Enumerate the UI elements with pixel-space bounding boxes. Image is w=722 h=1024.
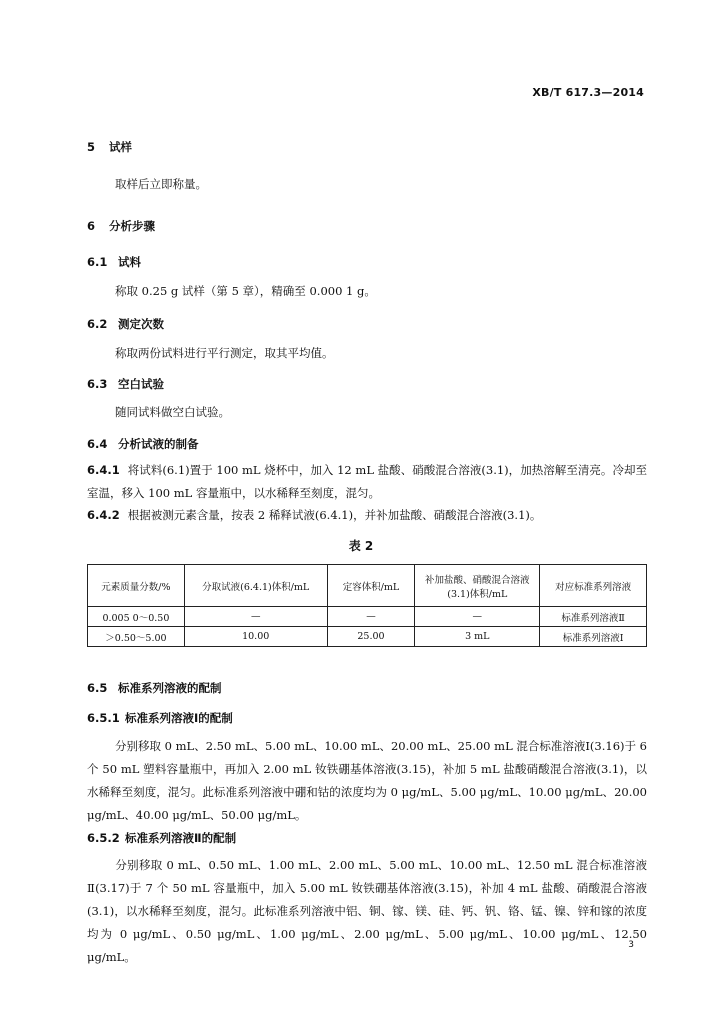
clause-body: 分别移取 0 mL、0.50 mL、1.00 mL、2.00 mL、5.00 mL、10.00 mL、12.50 mL 混合标准溶液Ⅱ(3.17)于 7 个 50 mL 容量瓶中，加入 5.00 mL 钕铁硼基体溶液(3.15)，补加 4 mL 盐酸、硝酸混合溶液(3.1)，以水稀释至刻度，混匀。此标准系列溶液中铝、铜、镓、镁、硅、钙、钒、铬、锰、镍、锌和镓的浓度均为 0 μg/mL、0.50 μg/mL、1.00 μg/mL、2.00 μg/mL、5.00 μg/mL、10.00 μg/mL、12.50 μg/mL。 — [87, 858, 647, 964]
section-6-5-heading — [87, 680, 222, 696]
section-number: 6.5.1 — [87, 711, 120, 725]
table-cell: 标准系列溶液Ⅰ — [540, 627, 647, 647]
section-6-5-1-paragraph — [87, 735, 647, 827]
section-6-1-heading — [87, 254, 141, 270]
section-6-heading — [87, 218, 155, 234]
table-cell: 3 mL — [415, 627, 540, 647]
table-header-cell: 分取试液(6.4.1)体积/mL — [184, 565, 327, 607]
section-title: 试料 — [118, 255, 141, 269]
section-title: 标准系列溶液的配制 — [118, 681, 222, 695]
section-number: 6.3 — [87, 377, 108, 391]
table-cell: — — [415, 607, 540, 627]
section-title: 空白试验 — [118, 377, 164, 391]
clause-number: 6.4.2 — [87, 508, 120, 522]
section-6-2-heading — [87, 316, 164, 332]
table-cell: 25.00 — [327, 627, 415, 647]
table-cell: — — [327, 607, 415, 627]
table-header-cell: 补加盐酸、硝酸混合溶液(3.1)体积/mL — [415, 565, 540, 607]
section-6-1-body: 称取 0.25 g 试样（第 5 章），精确至 0.000 1 g。 — [115, 284, 376, 298]
section-title: 标准系列溶液Ⅰ的配制 — [125, 711, 233, 725]
table-row — [88, 627, 647, 647]
section-title: 试样 — [109, 140, 132, 154]
table-cell: — — [184, 607, 327, 627]
clause-body: 将试料(6.1)置于 100 mL 烧杯中，加入 12 mL 盐酸、硝酸混合溶液(3.1)，加热溶解至清亮。冷却至室温，移入 100 mL 容量瓶中，以水稀释至刻度，混匀。 — [87, 463, 647, 500]
section-6-3-body: 随同试料做空白试验。 — [115, 405, 230, 419]
section-number: 6.1 — [87, 255, 108, 269]
table-caption: 表 2 — [348, 539, 374, 553]
table-row — [88, 607, 647, 627]
section-6-5-2-paragraph — [87, 854, 647, 969]
section-6-4-heading — [87, 436, 199, 452]
section-6-4-1-paragraph — [87, 459, 647, 505]
clause-number: 6.4.1 — [87, 463, 120, 477]
section-6-3-heading — [87, 376, 164, 392]
section-5-heading — [87, 139, 132, 155]
table-header-cell: 对应标准系列溶液 — [540, 565, 647, 607]
table-header-cell: 定容体积/mL — [327, 565, 415, 607]
section-title: 测定次数 — [118, 317, 164, 331]
section-number: 6.4 — [87, 437, 108, 451]
table-header-cell: 元素质量分数/% — [88, 565, 185, 607]
section-6-5-2-heading — [87, 830, 236, 846]
section-6-2-body: 称取两份试料进行平行测定，取其平均值。 — [115, 346, 334, 360]
standard-number: XB/T 617.3—2014 — [532, 86, 644, 99]
page-number: 3 — [628, 940, 634, 950]
section-title: 分析试液的制备 — [118, 437, 199, 451]
section-title: 分析步骤 — [109, 219, 155, 233]
table-cell: 0.005 0～0.50 — [88, 607, 185, 627]
clause-body: 分别移取 0 mL、2.50 mL、5.00 mL、10.00 mL、20.00 mL、25.00 mL 混合标准溶液Ⅰ(3.16)于 6 个 50 mL 塑料容量瓶中，再加入 2.00 mL 钕铁硼基体溶液(3.15)，补加 5 mL 盐酸硝酸混合溶液(3.1)，以水稀释至刻度，混匀。此标准系列溶液中硼和钴的浓度均为 0 μg/mL、5.00 μg/mL、10.00 μg/mL、20.00 μg/mL、40.00 μg/mL、50.00 μg/mL。 — [87, 739, 647, 822]
section-number: 6 — [87, 219, 96, 233]
section-number: 6.5 — [87, 681, 108, 695]
clause-body: 根据被测元素含量，按表 2 稀释试液(6.4.1)，并补加盐酸、硝酸混合溶液(3.1)。 — [127, 508, 542, 522]
section-5-body: 取样后立即称量。 — [115, 177, 207, 191]
table-cell: 标准系列溶液Ⅱ — [540, 607, 647, 627]
section-number: 6.2 — [87, 317, 108, 331]
section-number: 5 — [87, 140, 96, 154]
section-title: 标准系列溶液Ⅱ的配制 — [125, 831, 237, 845]
table-header-row — [88, 565, 647, 607]
section-6-4-2-paragraph — [87, 504, 647, 527]
section-6-5-1-heading — [87, 710, 233, 726]
table-cell: ＞0.50～5.00 — [88, 627, 185, 647]
table-2 — [87, 564, 647, 647]
table-cell: 10.00 — [184, 627, 327, 647]
section-number: 6.5.2 — [87, 831, 120, 845]
